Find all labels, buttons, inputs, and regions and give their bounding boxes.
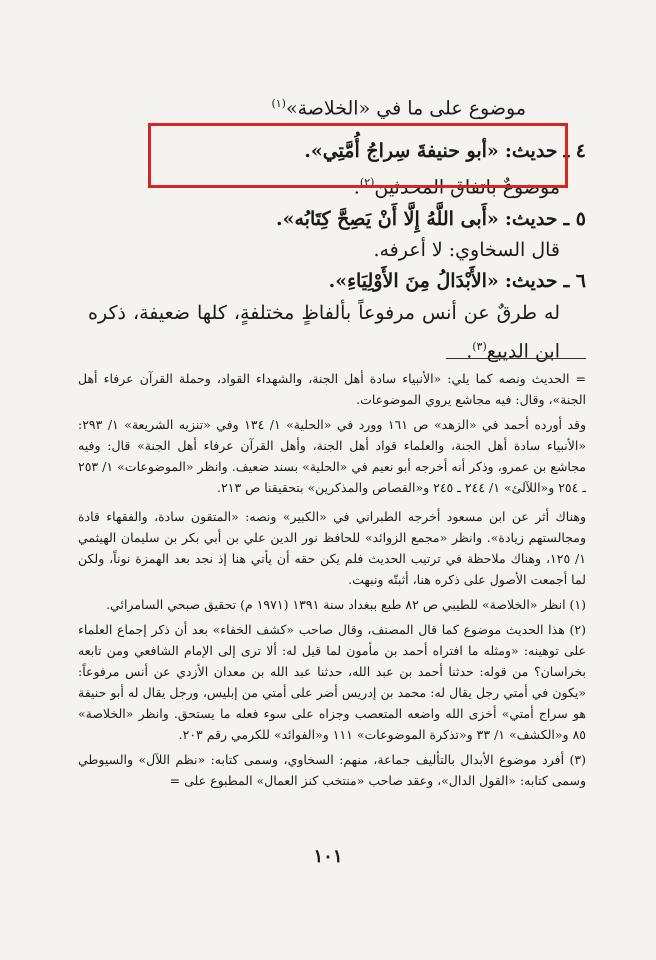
entry-keyword: حديث:: [504, 207, 558, 230]
hadith-text: «أَبى اللَّهُ إِلَّا أَنْ يَصِحَّ كِتَابُه».: [276, 207, 499, 230]
entry-4-ruling: موضوعٌ باتفاق المحدثين$^{(٢)}$.: [353, 176, 560, 199]
page-number: ١٠١: [313, 846, 343, 867]
footnotes: [78, 368, 586, 791]
entry-5-ruling: [88, 235, 586, 266]
entry-keyword: حديث:: [504, 269, 558, 292]
footnote-continuation-1: = الحديث ونصه كما يلي: «الأنبياء سادة أهل الجنة، والشهداء القواد، وحملة القرآن عرفاء أهل الجنة»، وقال: فيه مجاشع يروي الموضوعات.: [78, 371, 586, 407]
footnote-mark-3: (٣): [472, 339, 487, 353]
footnote-continuation-2: وقد أورده أحمد في «الزهد» ص ١٦١ وورد في «الحلية» ١/ ١٣٤ وفي «تنزيه الشريعة» ١/ ٢٩٣: «الأنبياء سادة أهل الجنة، والعلماء قواد أهل الجنة، وأهل القرآن عرفاء أهل الجنة» قال: وفيه مجاشع بن عمرو، وذكر أنه أخرجه أبو نعيم في «الحلية» بسند ضعيف. وانظر «الموضوعات» ١/ ٢٥٣ ـ ٢٥٤ و«اللآلئ» ١/ ٢٤٤ ـ ٢٤٥ و«القصاص والمذكرين» بتحقيقنا ص ٢١٣.: [78, 417, 587, 495]
footnote-mark-2: (٢): [359, 176, 375, 190]
entry-5: [88, 204, 586, 235]
footnote-3: (٣) أفرد موضوع الأبدال بالتأليف جماعة، منهم: السخاوي، وسمى كتابه: «نظم اللآل» والسيوطي وسمى كتابه: «القول الدال»، وعقد صاحب «منتخب كنز العمال» المطبوع على =: [78, 752, 586, 788]
ruling-text: قال السخاوي: لا أعرفه.: [373, 238, 560, 261]
hadith-text: «أبو حنيفةَ سِراجُ أُمَّتِي».: [304, 140, 499, 163]
footnote-mark-1: (١): [271, 97, 286, 110]
continuation-text: موضوع على ما في «الخلاصة»: [285, 97, 526, 120]
footnote-continuation-3: وهناك أثر عن ابن مسعود أخرجه الطبراني في «الكبير» ونصه: «المتقون سادة، والفقهاء قادة ومجالستهم زيادة». وانظر «مجمع الزوائد» للحافظ نور الدين علي بن أبي بكر بن سليمان الهيثمي ١/ ١٢٥، وهناك ملاحظة في ترتيب الحديث فلم يكن حقه أن يأتي هنا إذ نجد بعد الهمزة نوناً، ولكن لما أجمعت الأصول على ذكره هنا، أثبتّه ونبهت.: [78, 509, 586, 587]
body-text: له طرقٌ عن أنس مرفوعاً بألفاظٍ مختلفةٍ، كلها ضعيفة، ذكره ابن الديبع: [88, 301, 560, 362]
footnote-divider: [446, 358, 586, 359]
entry-number: ٤ ـ: [563, 140, 586, 163]
hadith-text: «الأَبْدَالُ مِنَ الأَوْلِيَاءِ».: [328, 269, 499, 292]
highlight-box: [148, 123, 568, 188]
ruling-text: موضوعٌ باتفاق المحدثين: [374, 176, 560, 199]
entry-number: ٦ ـ: [563, 269, 586, 292]
entry-6-body: له طرقٌ عن أنس مرفوعاً بألفاظٍ مختلفةٍ، كلها ضعيفة، ذكره ابن الديبع$^{(٣)}$.: [88, 301, 560, 362]
footnote-1: (١) انظر «الخلاصة» للطيبي ص ٨٢ طبع ببغداد سنة ١٣٩١ (١٩٧١ م) تحقيق صبحي السامرائي.: [106, 597, 586, 612]
footnote-2: (٢) هذا الحديث موضوع كما قال المصنف، وقال صاحب «كشف الخفاء» بعد أن ذكر إجماع العلماء على توهينه: «ومثله ما افتراه أحمد بن مأمون لما قيل له: ألا ترى إلى الإمام الشافعي ومن تابعه بخراسان؟ من قوله: حدثنا أحمد بن عبد الله، حدثنا عبد الله بن معدان الأزدي عن أنس مرفوعاً: «يكون في أمتي رجل يقال له: محمد بن إدريس أضر على أمتي من إبليس، ورجل يقال له أبو حنيفة هو سراج أمتي» أخزى الله واضعه المتعصب وجزاه على سوء فعله ما يستحق. وانظر «الخلاصة» ٨٥ و«الكشف» ١/ ٣٣ و«تذكرة الموضوعات» ١١١ و«الفوائد» للكرمي رقم ٢٠٣.: [78, 622, 586, 742]
line-continuation: [88, 88, 586, 124]
entry-number: ٥ ـ: [563, 207, 586, 230]
entry-6: [88, 266, 586, 297]
entry-keyword: حديث:: [504, 140, 558, 163]
